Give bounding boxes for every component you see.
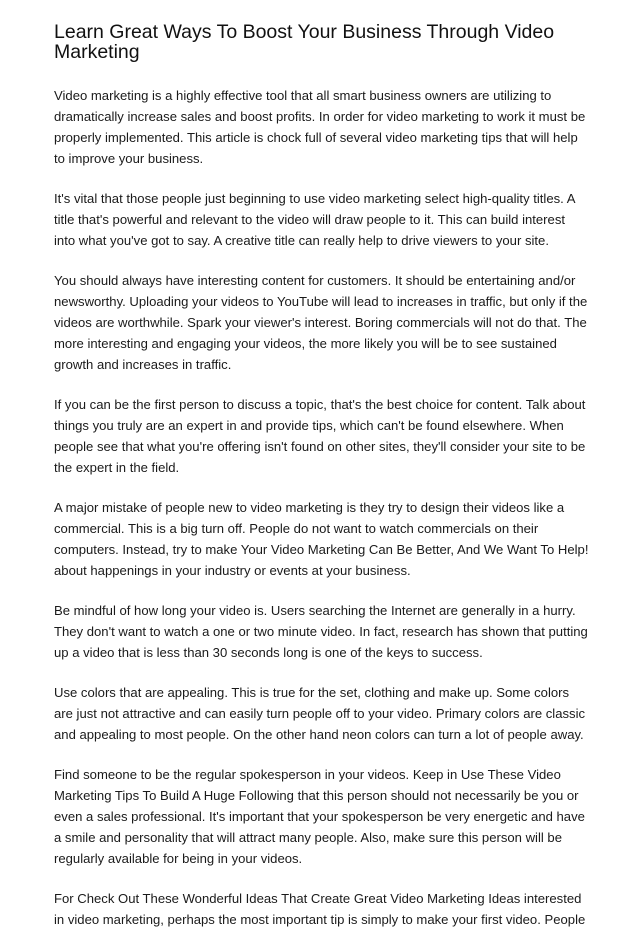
document-title: Learn Great Ways To Boost Your Business Through Video Marketing bbox=[54, 21, 555, 63]
paragraph: For Check Out These Wonderful Ideas That Create Great Video Marketing Ideas interested in video marketing, perhaps the most important tip is simply to make your first video. People bbox=[54, 891, 586, 927]
paragraph: Video marketing is a highly effective tool that all smart business owners are utilizing to dramatically increase sales and boost profits. In order for video marketing to work it must be properly implemented. This article is chock full of several video marketing tips that will help to improve your business. bbox=[54, 88, 586, 166]
paragraph: You should always have interesting content for customers. It should be entertaining and/or newsworthy. Uploading your videos to YouTube will lead to increases in traffic, but only if the videos are worthwhile. Spark your viewer's interest. Boring commercials will not do that. The more interesting and engaging your videos, the more likely you will be to see sustained growth and increases in traffic. bbox=[54, 273, 588, 372]
paragraph: It's vital that those people just beginning to use video marketing select high-quality titles. A title that's powerful and relevant to the video will draw people to it. This can build interest into what you've got to say. A creative title can really help to drive viewers to your site. bbox=[54, 191, 575, 248]
paragraph: Use colors that are appealing. This is true for the set, clothing and make up. Some colors are just not attractive and can easily turn people off to your video. Primary colors are classic and appealing to most people. On the other hand neon colors can turn a lot of people away. bbox=[54, 685, 586, 742]
paragraph: Be mindful of how long your video is. Users searching the Internet are generally in a hurry. They don't want to watch a one or two minute video. In fact, research has shown that putting up a video that is less than 30 seconds long is one of the keys to success. bbox=[54, 603, 588, 660]
document-page bbox=[54, 22, 589, 949]
paragraph: A major mistake of people new to video marketing is they try to design their videos like a commercial. This is a big turn off. People do not want to watch commercials on their computers. Instead, try to make Your Video Marketing Can Be Better, And We Want To Help! about happenings in your industry or events at your business. bbox=[54, 500, 589, 578]
paragraph: Find someone to be the regular spokesperson in your videos. Keep in Use These Video Marketing Tips To Build A Huge Following that this person should not necessarily be you or even a sales professional. It's important that your spokesperson be very energetic and have a smile and personality that will attract many people. Also, make sure this person will be regularly available for being in your videos. bbox=[54, 767, 585, 866]
paragraph: If you can be the first person to discuss a topic, that's the best choice for content. Talk about things you truly are an expert in and provide tips, which can't be found elsewhere. When people see that what you're offering isn't found on other sites, they'll consider your site to be the expert in the field. bbox=[54, 397, 586, 475]
